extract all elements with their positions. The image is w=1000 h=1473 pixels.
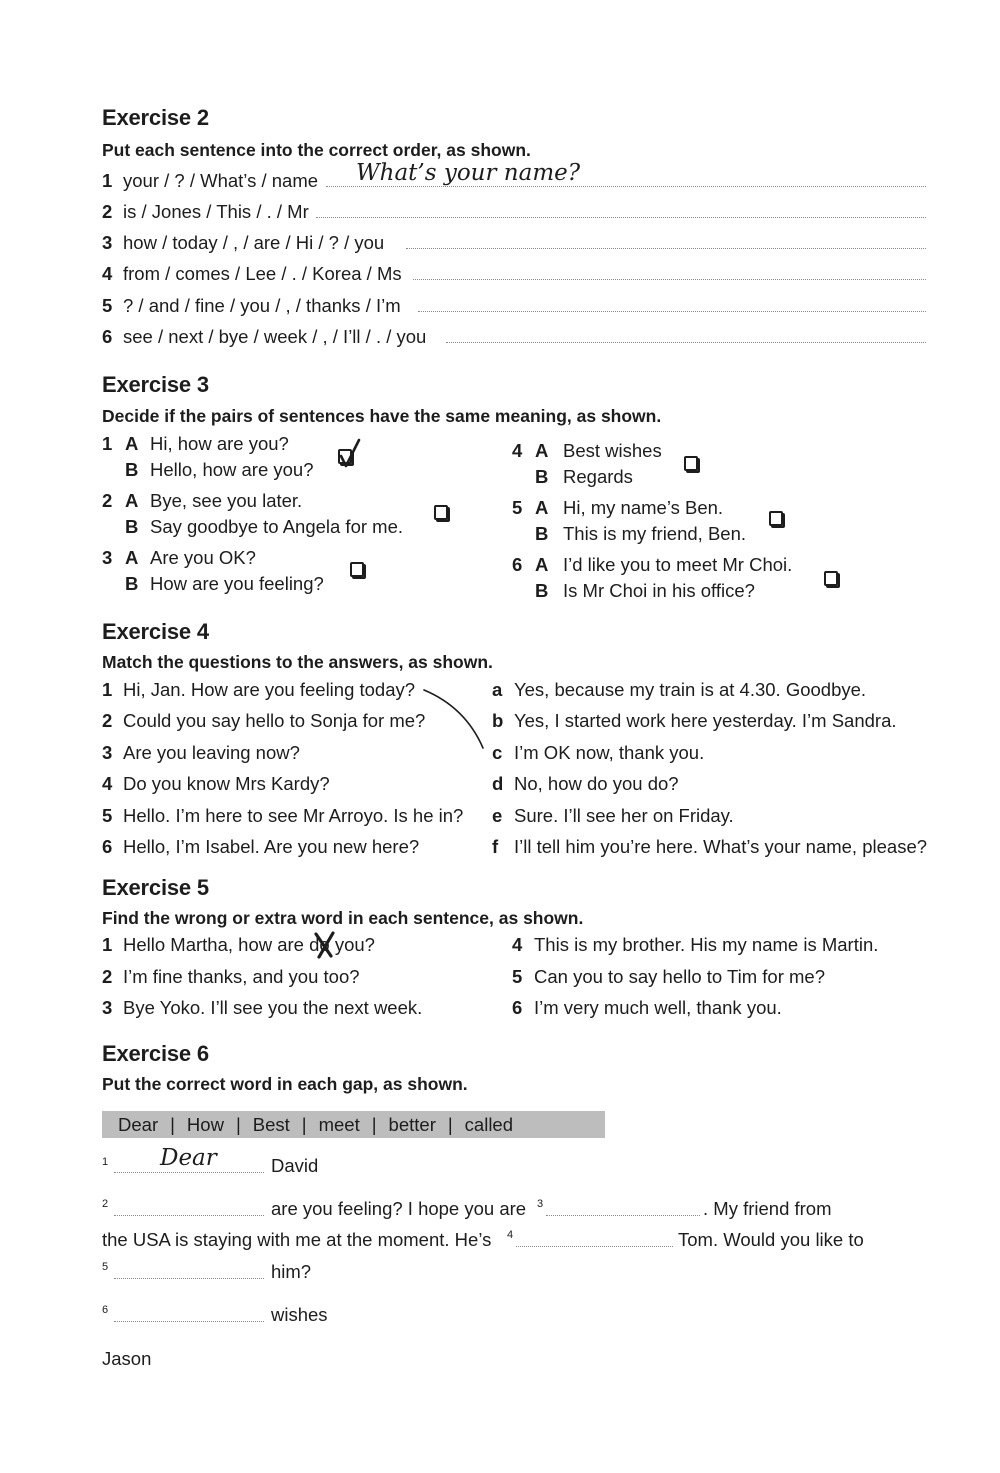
ex4-answer <box>492 742 704 764</box>
item-number: 6 <box>102 836 113 857</box>
item-number: 5 <box>512 966 523 987</box>
gap-2-line[interactable] <box>114 1215 264 1216</box>
label-b: B <box>535 466 549 487</box>
ex5-item <box>102 966 360 988</box>
sentence-text: I’m very much well, thank you. <box>534 997 782 1018</box>
exercise-4-instruction: Match the questions to the answers, as shown. <box>102 652 493 672</box>
answer-letter: e <box>492 805 503 826</box>
sentence-b: Regards <box>563 466 633 487</box>
ex2-item <box>102 201 309 223</box>
word-bank <box>102 1111 605 1138</box>
ex2-item <box>102 326 426 348</box>
ex5-item <box>512 934 878 956</box>
answer-letter: a <box>492 679 503 700</box>
gap-3-line[interactable] <box>546 1215 700 1216</box>
question-text: Could you say hello to Sonja for me? <box>123 710 426 731</box>
sentence-b: This is my friend, Ben. <box>563 523 747 544</box>
word-bank-item: better <box>388 1113 436 1135</box>
answer-letter: d <box>492 773 504 794</box>
sentence-b: How are you feeling? <box>150 573 324 594</box>
item-number: 1 <box>102 170 113 191</box>
ex3-item-2-b <box>125 516 403 538</box>
sentence-a: I’d like you to meet Mr Choi. <box>563 554 793 575</box>
word-bank-item: called <box>464 1113 514 1135</box>
item-number: 2 <box>102 201 113 222</box>
item-number: 5 <box>102 805 113 826</box>
separator: | <box>447 1113 453 1135</box>
ex4-answer <box>492 836 927 858</box>
item-text: ? / and / fine / you / , / thanks / I’m <box>123 295 401 316</box>
exercise-2-instruction: Put each sentence into the correct order, as shown. <box>102 140 531 160</box>
item-number: 4 <box>512 934 523 955</box>
label-a: A <box>535 554 549 575</box>
letter-signature: Jason <box>102 1348 152 1369</box>
item-number: 1 <box>102 433 113 454</box>
crossed-word: do <box>309 934 330 955</box>
gap-number: 6 <box>102 1304 109 1316</box>
ex3-item-1-a <box>102 433 289 455</box>
item-number: 3 <box>102 742 113 763</box>
ex4-question <box>102 836 419 858</box>
ex3-item-5-a <box>512 497 723 519</box>
exercise-6-instruction: Put the correct word in each gap, as shown. <box>102 1074 468 1094</box>
ex3-item-2-a <box>102 490 302 512</box>
label-a: A <box>535 440 549 461</box>
answer-letter: b <box>492 710 504 731</box>
label-a: A <box>125 433 139 454</box>
label-b: B <box>535 580 549 601</box>
answer-line[interactable] <box>413 279 926 280</box>
item-text: from / comes / Lee / . / Korea / Ms <box>123 263 402 284</box>
word-bank-item: Best <box>252 1113 290 1135</box>
item-number: 6 <box>512 997 523 1018</box>
exercise-3-title: Exercise 3 <box>102 372 209 397</box>
answer-line[interactable] <box>418 311 926 312</box>
sentence-a: Hi, how are you? <box>150 433 289 454</box>
checkbox-checked[interactable] <box>338 449 352 464</box>
exercise-4-title: Exercise 4 <box>102 619 209 644</box>
answer-line[interactable] <box>406 248 926 249</box>
exercise-3-instruction: Decide if the pairs of sentences have the same meaning, as shown. <box>102 406 662 426</box>
sentence-a: Bye, see you later. <box>150 490 303 511</box>
item-text: is / Jones / This / . / Mr <box>123 201 309 222</box>
item-number: 3 <box>102 547 113 568</box>
sentence-text: This is my brother. His my name is Martin. <box>534 934 879 955</box>
sentence-a: Best wishes <box>563 440 662 461</box>
ex3-item-3-a <box>102 547 256 569</box>
checkbox[interactable] <box>350 562 364 577</box>
sentence-text: I’m fine thanks, and you too? <box>123 966 360 987</box>
ex5-item <box>102 997 422 1019</box>
item-number: 6 <box>102 326 113 347</box>
answer-text: I’ll tell him you’re here. What’s your name, please? <box>514 836 928 857</box>
sentence-a: Are you OK? <box>150 547 256 568</box>
item-number: 1 <box>102 934 113 955</box>
ex5-item-1 <box>102 934 375 956</box>
item-number: 1 <box>102 679 113 700</box>
answer-text: Sure. I’ll see her on Friday. <box>514 805 734 826</box>
ex3-item-1-b <box>125 459 314 481</box>
ex4-answer <box>492 710 897 732</box>
label-a: A <box>125 490 139 511</box>
ex5-item <box>512 997 782 1019</box>
checkbox[interactable] <box>434 505 448 520</box>
separator: | <box>235 1113 241 1135</box>
label-b: B <box>535 523 549 544</box>
answer-text: No, how do you do? <box>514 773 679 794</box>
handwritten-gap-answer: Dear <box>160 1145 217 1171</box>
item-number: 3 <box>102 232 113 253</box>
item-number: 4 <box>102 263 113 284</box>
ex4-question <box>102 742 300 764</box>
ex2-item <box>102 232 384 254</box>
separator: | <box>170 1113 175 1135</box>
ex4-question <box>102 773 330 795</box>
ex4-question <box>102 805 463 827</box>
question-text: Hello. I’m here to see Mr Arroyo. Is he in? <box>123 805 464 826</box>
sentence-a: Hi, my name’s Ben. <box>563 497 724 518</box>
handwritten-example-answer: What’s your name? <box>356 160 581 186</box>
ex4-answer <box>492 805 734 827</box>
item-number: 2 <box>102 490 113 511</box>
letter-text: him? <box>271 1261 312 1282</box>
gap-number: 5 <box>102 1261 109 1273</box>
ex4-answer <box>492 679 866 701</box>
letter-text: wishes <box>271 1304 328 1325</box>
gap-6-line[interactable] <box>114 1321 264 1322</box>
checkbox[interactable] <box>684 456 698 471</box>
sentence-b: Hello, how are you? <box>150 459 314 480</box>
question-text: Are you leaving now? <box>123 742 300 763</box>
ex4-answer <box>492 773 679 795</box>
answer-letter: f <box>492 836 499 857</box>
item-text: your / ? / What’s / name <box>123 170 319 191</box>
exercise-5-instruction: Find the wrong or extra word in each sentence, as shown. <box>102 908 584 928</box>
answer-text: Yes, because my train is at 4.30. Goodbye. <box>514 679 867 700</box>
ex3-item-3-b <box>125 573 324 595</box>
separator: | <box>371 1113 377 1135</box>
ex5-item <box>512 966 825 988</box>
sentence-text: Bye Yoko. I’ll see you the next week. <box>123 997 423 1018</box>
separator: | <box>301 1113 307 1135</box>
ex2-item <box>102 170 318 192</box>
sentence-text: Can you to say hello to Tim for me? <box>534 966 825 987</box>
label-a: A <box>535 497 549 518</box>
item-number: 4 <box>102 773 113 794</box>
word-bank-item: How <box>186 1113 224 1135</box>
sentence-b: Say goodbye to Angela for me. <box>150 516 404 537</box>
gap-number: 2 <box>102 1198 109 1210</box>
label-a: A <box>125 547 139 568</box>
checkbox[interactable] <box>769 511 783 526</box>
item-number: 6 <box>512 554 523 575</box>
exercise-2-title: Exercise 2 <box>102 105 209 130</box>
item-number: 5 <box>102 295 113 316</box>
gap-4-line[interactable] <box>516 1246 673 1247</box>
item-number: 3 <box>102 997 113 1018</box>
sentence-end: you? <box>329 934 375 955</box>
exercise-5-title: Exercise 5 <box>102 875 209 900</box>
item-number: 2 <box>102 710 113 731</box>
answer-text: I’m OK now, thank you. <box>514 742 705 763</box>
sentence-b: Is Mr Choi in his office? <box>563 580 755 601</box>
answer-text: Yes, I started work here yesterday. I’m Sandra. <box>514 710 897 731</box>
letter-text: the USA is staying with me at the moment. He’s <box>102 1229 492 1250</box>
ex2-item <box>102 295 401 317</box>
ex3-item-4-b <box>535 466 633 488</box>
ex3-item-4-a <box>512 440 662 462</box>
word-bank-item: Dear <box>118 1113 159 1135</box>
letter-text: . My friend from <box>703 1198 832 1219</box>
ex4-question <box>102 710 425 732</box>
answer-line[interactable] <box>446 342 926 343</box>
gap-1-line[interactable] <box>114 1172 264 1173</box>
question-text: Hello, I’m Isabel. Are you new here? <box>123 836 420 857</box>
gap-number: 4 <box>507 1229 514 1241</box>
word-bank-item: meet <box>318 1113 360 1135</box>
item-number: 4 <box>512 440 523 461</box>
gap-number: 3 <box>537 1198 544 1210</box>
gap-number: 1 <box>102 1156 109 1168</box>
item-text: how / today / , / are / Hi / ? / you <box>123 232 385 253</box>
exercise-6-title: Exercise 6 <box>102 1041 209 1066</box>
sentence-start: Hello Martha, how are <box>123 934 310 955</box>
question-text: Do you know Mrs Kardy? <box>123 773 330 794</box>
ex2-item <box>102 263 402 285</box>
ex3-item-5-b <box>535 523 746 545</box>
gap-5-line[interactable] <box>114 1278 264 1279</box>
label-b: B <box>125 573 139 594</box>
letter-text: are you feeling? I hope you are <box>271 1198 527 1219</box>
question-text: Hi, Jan. How are you feeling today? <box>123 679 416 700</box>
checkbox[interactable] <box>824 571 838 586</box>
answer-line[interactable] <box>326 186 926 187</box>
letter-text: David <box>271 1155 319 1176</box>
item-number: 5 <box>512 497 523 518</box>
answer-line[interactable] <box>316 217 926 218</box>
answer-letter: c <box>492 742 503 763</box>
label-b: B <box>125 459 139 480</box>
ex3-item-6-a <box>512 554 792 576</box>
item-number: 2 <box>102 966 113 987</box>
letter-text: Tom. Would you like to <box>678 1229 864 1250</box>
ex4-question <box>102 679 415 701</box>
label-b: B <box>125 516 139 537</box>
item-text: see / next / bye / week / , / I’ll / . / you <box>123 326 427 347</box>
ex3-item-6-b <box>535 580 755 602</box>
